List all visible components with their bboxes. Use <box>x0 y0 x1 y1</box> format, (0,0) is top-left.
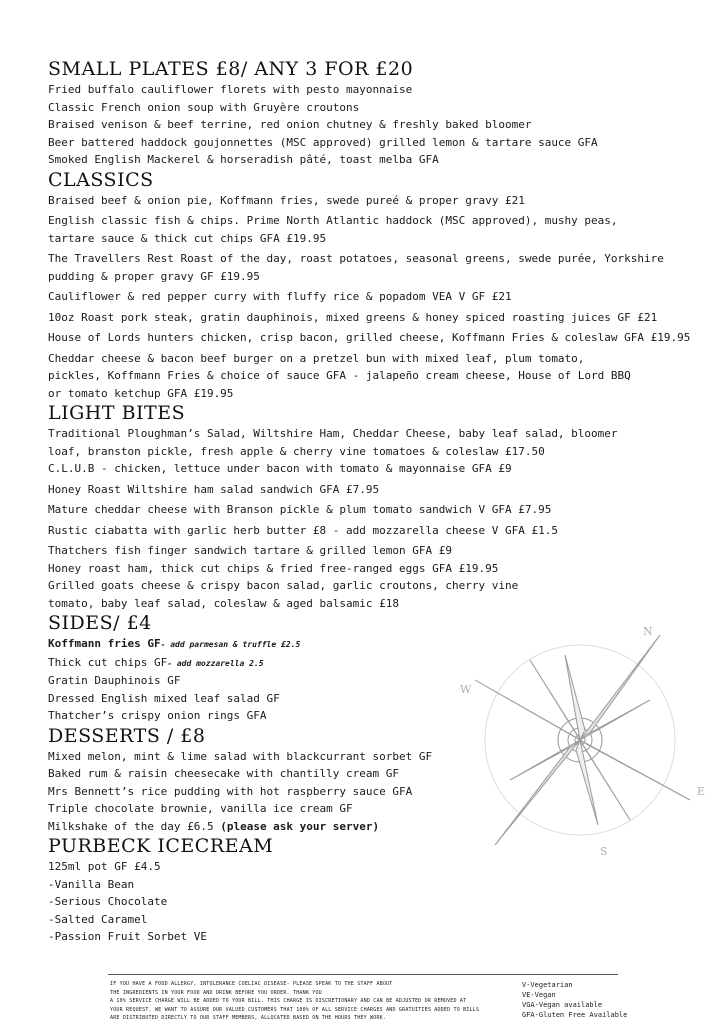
menu-item: Thatcher’s crispy onion rings GFA <box>48 709 267 722</box>
menu-item: tartare sauce & thick cut chips GFA £19.95 <box>48 231 327 245</box>
allergy-line: IF YOU HAVE A FOOD ALLERGY, INTOLERANCE COELIAC DISEASE- PLEASE SPEAK TO THE STAFF ABOUT <box>110 981 393 987</box>
menu-item: English classic fish & chips. Prime North Atlantic haddock (MSC approved), mushy peas, <box>48 214 618 227</box>
svg-text:N: N <box>643 625 653 638</box>
menu-item: tomato, baby leaf salad, coleslaw & aged balsamic £18 <box>48 596 399 610</box>
side-name: Thick cut chips GF <box>48 655 168 669</box>
menu-item: -Salted Caramel <box>48 912 148 926</box>
menu-item: Dressed English mixed leaf salad GF <box>48 691 280 705</box>
menu-item: or tomato ketchup GFA £19.95 <box>48 386 234 400</box>
side-name: Koffmann fries GF <box>48 637 161 650</box>
menu-item: -Serious Chocolate <box>48 895 168 908</box>
menu-item: Beer battered haddock goujonnettes (MSC approved) grilled lemon & tartare sauce GFA <box>48 135 598 149</box>
menu-item: pudding & proper gravy GF £19.95 <box>48 269 260 283</box>
side-addon: - add parmesan & truffle £2.5 <box>160 640 301 649</box>
classics-heading: CLASSICS <box>48 168 154 191</box>
menu-item: 10oz Roast pork steak, gratin dauphinois, mixed greens & honey spiced roasting juices GF £21 <box>48 310 658 324</box>
menu-item: Cauliflower & red pepper curry with fluffy rice & popadom VEA V GF £21 <box>48 290 512 303</box>
sides-heading: SIDES/ £4 <box>48 612 152 634</box>
side-addon: - add mozzarella 2.5 <box>167 658 264 668</box>
menu-item: Braised venison & beef terrine, red onion chutney & freshly baked bloomer <box>48 118 532 131</box>
key-item: VGA-Vegan available <box>522 1001 603 1009</box>
svg-text:S: S <box>600 845 608 858</box>
menu-item: Classic French onion soup with Gruyère croutons <box>48 100 360 114</box>
light-bites-heading: LIGHT BITES <box>48 402 186 424</box>
key-item: V-Vegetarian <box>522 981 573 989</box>
menu-item: loaf, branston pickle, fresh apple & cherry vine tomatoes & coleslaw £17.50 <box>48 444 545 458</box>
menu-item: 125ml pot GF £4.5 <box>48 860 161 873</box>
allergy-line: THE INGREDIENTS IN YOUR FOOD AND DRINK BEFORE YOU ORDER. THANK YOU <box>110 989 322 996</box>
menu-item: Baked rum & raisin cheesecake with chantilly cream GF <box>48 767 399 780</box>
key-item: GFA-Gluten Free Available <box>522 1011 628 1019</box>
milkshake-note: (please ask your server) <box>220 819 380 833</box>
menu-item: Triple chocolate brownie, vanilla ice cream GF <box>48 802 353 815</box>
menu-item: -Vanilla Bean <box>48 877 135 891</box>
menu-item: C.L.U.B - chicken, lettuce under bacon with tomato & mayonnaise GFA £9 <box>48 462 512 475</box>
dietary-key <box>522 980 627 1020</box>
menu-item: Traditional Ploughman’s Salad, Wiltshire Ham, Cheddar Cheese, baby leaf salad, bloomer <box>48 427 618 440</box>
menu-item: Thatchers fish finger sandwich tartare & grilled lemon GFA £9 <box>48 544 452 557</box>
desserts-heading: DESSERTS / £8 <box>48 724 206 747</box>
menu-item: Mature cheddar cheese with Branson pickle & plum tomato sandwich V GFA £7.95 <box>48 503 552 516</box>
key-item: VE-Vegan <box>522 991 556 999</box>
menu-item: -Passion Fruit Sorbet VE <box>48 930 207 943</box>
icecream-heading: PURBECK ICECREAM <box>48 835 274 857</box>
menu-item: pickles, Koffmann Fries & choice of sauce GFA - jalapeño cream cheese, House of Lord BBQ <box>48 369 631 382</box>
menu-item: Gratin Dauphinois GF <box>48 674 181 687</box>
footer-divider <box>108 974 618 975</box>
menu-item: Cheddar cheese & bacon beef burger on a pretzel bun with mixed leaf, plum tomato, <box>48 351 585 365</box>
allergy-line: YOUR REQUEST. WE WANT TO ASSURE OUR VALUED CUSTOMERS THAT 100% OF ALL SERVICE CHARGES AND GRATUITIES ADDED TO BILLS <box>110 1006 480 1013</box>
menu-item: Mrs Bennett’s rice pudding with hot raspberry sauce GFA <box>48 784 413 798</box>
allergy-line: ARE DISTRIBUTED DIRECTLY TO OUR STAFF MEMBERS, ALLOCATED BASED ON THE HOURS THEY WORK. <box>110 1015 387 1021</box>
menu-item: Grilled goats cheese & crispy bacon salad, garlic croutons, cherry vine <box>48 579 519 592</box>
menu-item: House of Lords hunters chicken, crisp bacon, grilled cheese, Koffmann Fries & coleslaw GFA £19.95 <box>48 331 691 344</box>
svg-text:E: E <box>697 785 706 798</box>
allergy-line: A 10% SERVICE CHARGE WILL BE ADDED TO YOUR BILL. THIS CHARGE IS DISCRETIONARY AND CAN BE ADJUSTED OR REMOVED AT <box>110 998 467 1004</box>
menu-item: Mixed melon, mint & lime salad with blackcurrant sorbet GF <box>48 749 433 763</box>
svg-text:W: W <box>460 683 472 696</box>
menu-item: Honey roast ham, thick cut chips & fried free-ranged eggs GFA £19.95 <box>48 561 499 575</box>
menu-item: Braised beef & onion pie, Koffmann fries, swede pureé & proper gravy £21 <box>48 193 525 207</box>
small-plates-heading: SMALL PLATES £8/ ANY 3 FOR £20 <box>48 58 414 80</box>
milkshake-name: Milkshake of the day £6.5 <box>48 819 214 833</box>
menu-item: Honey Roast Wiltshire ham salad sandwich GFA £7.95 <box>48 482 380 496</box>
menu-item: Rustic ciabatta with garlic herb butter £8 - add mozzarella cheese V GFA £1.5 <box>48 523 558 537</box>
compass-rose-icon <box>450 615 715 875</box>
menu-item: Smoked English Mackerel & horseradish pâté, toast melba GFA <box>48 153 439 166</box>
menu-item: Fried buffalo cauliflower florets with pesto mayonnaise <box>48 83 413 96</box>
menu-item: The Travellers Rest Roast of the day, roast potatoes, seasonal greens, swede purée, Yorkshire <box>48 252 664 265</box>
allergy-notice <box>110 980 510 1023</box>
